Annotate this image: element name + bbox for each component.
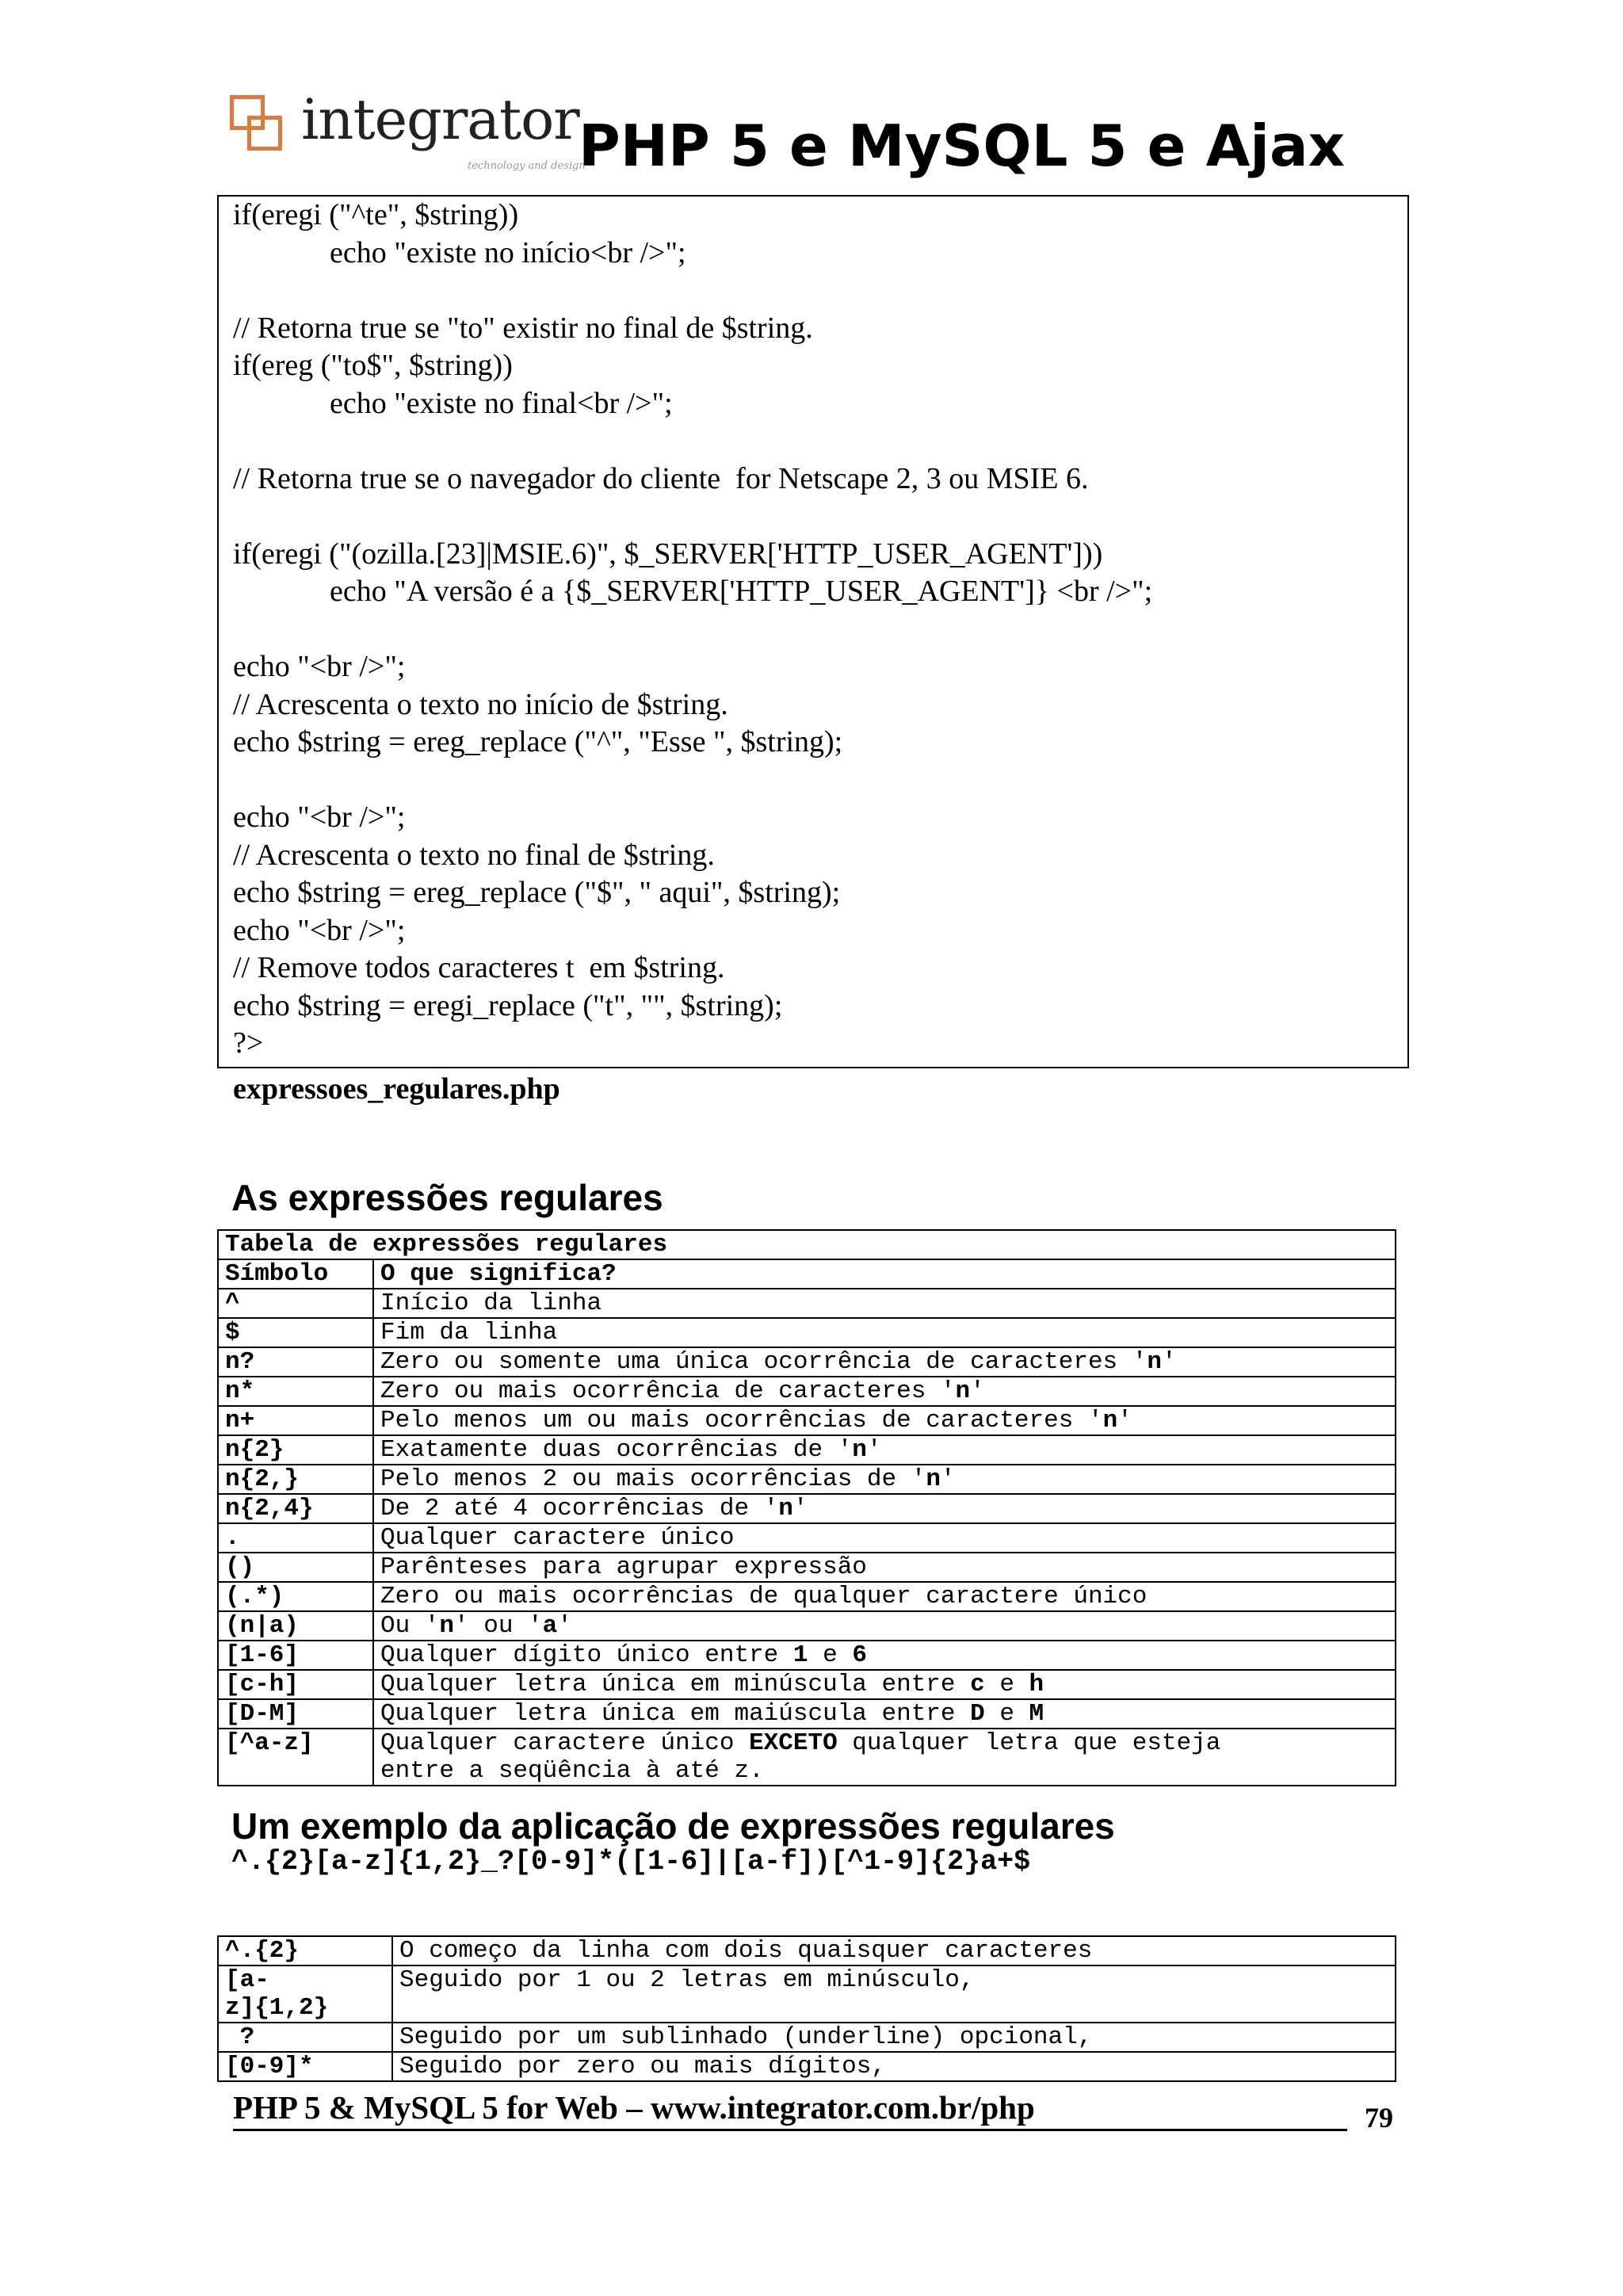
meaning-cell <box>373 1553 1396 1582</box>
meaning-text: ' <box>866 1436 882 1464</box>
symbol-cell: $ <box>218 1318 373 1347</box>
meaning-text: h <box>1029 1671 1044 1698</box>
table-row <box>218 1670 1396 1699</box>
meaning-text: Qualquer letra única em maiúscula entre <box>380 1700 971 1728</box>
meaning-cell <box>373 1289 1396 1318</box>
symbol-cell: ^ <box>218 1289 373 1318</box>
description-cell: O começo da linha com dois quaisquer caracteres <box>392 1936 1396 1966</box>
meaning-cell <box>373 1465 1396 1494</box>
meaning-text: ' <box>1161 1348 1177 1376</box>
symbol-cell: n+ <box>218 1406 373 1435</box>
table-header-row <box>218 1259 1396 1289</box>
pattern-cell: ^.{2} <box>218 1936 392 1966</box>
code-line: echo "A versão é a {$_SERVER['HTTP_USER_AGENT']} <br />"; <box>330 575 1153 608</box>
example-regex: ^.{2}[a-z]{1,2}_?[0-9]*([1-6]|[a-f])[^1-9]{2}a+$ <box>231 1846 1031 1878</box>
meaning-text: n <box>852 1436 867 1464</box>
table-row <box>218 1582 1396 1611</box>
table-caption: Tabela de expressões regulares <box>218 1230 1396 1259</box>
meaning-text: Ou ' <box>380 1612 440 1640</box>
meaning-text: Qualquer letra única em minúscula entre <box>380 1671 971 1698</box>
meaning-text: ' <box>792 1495 808 1522</box>
meaning-text: ' <box>940 1465 956 1493</box>
code-line: if(eregi ("(ozilla.[23]|MSIE.6)", $_SERVER['HTTP_USER_AGENT'])) <box>233 537 1103 571</box>
meaning-text: n <box>926 1465 941 1493</box>
logo-tagline: technology and design <box>468 160 586 172</box>
symbol-cell: n{2,} <box>218 1465 373 1494</box>
code-line: // Retorna true se "to" existir no final de $string. <box>233 311 813 345</box>
code-line: // Acrescenta o texto no início de $string. <box>233 687 728 721</box>
code-line: echo $string = eregi_replace ("t", "", $string); <box>233 988 783 1022</box>
code-line <box>233 762 1392 800</box>
meaning-text: qualquer letra que esteja entre a seqüência à até z. <box>380 1729 1221 1785</box>
meaning-text: Exatamente duas ocorrências de ' <box>380 1436 853 1464</box>
code-line: // Acrescenta o texto no final de $string. <box>233 838 715 872</box>
meaning-cell <box>373 1523 1396 1553</box>
table-row <box>218 1729 1396 1786</box>
regex-table <box>217 1229 1396 1786</box>
code-line <box>233 422 1392 460</box>
meaning-cell <box>373 1494 1396 1523</box>
meaning-text: Início da linha <box>380 1289 602 1317</box>
table-row <box>218 1553 1396 1582</box>
table-row <box>218 1377 1396 1406</box>
code-line: // Retorna true se o navegador do cliente for Netscape 2, 3 ou MSIE 6. <box>233 461 1089 495</box>
table-row <box>218 1494 1396 1523</box>
symbol-cell: () <box>218 1553 373 1582</box>
code-line: ?> <box>233 1026 264 1060</box>
section-title-regex: As expressões regulares <box>231 1177 663 1218</box>
meaning-cell <box>373 1435 1396 1465</box>
symbol-cell: n{2} <box>218 1435 373 1465</box>
code-listing <box>217 195 1409 1068</box>
table-row <box>218 1699 1396 1729</box>
meaning-text: a <box>542 1612 558 1640</box>
meaning-text: ' ou ' <box>454 1612 543 1640</box>
meaning-text: e <box>808 1641 853 1669</box>
code-line <box>233 272 1392 310</box>
meaning-text: Qualquer dígito único entre <box>380 1641 793 1669</box>
table-row <box>218 1289 1396 1318</box>
pattern-cell: ? <box>218 2023 392 2052</box>
pattern-cell: [0-9]* <box>218 2052 392 2081</box>
meaning-text: Qualquer caractere único <box>380 1524 735 1552</box>
description-cell: Seguido por 1 ou 2 letras em minúsculo, <box>392 1966 1396 2023</box>
page-number: 79 <box>1365 2102 1393 2134</box>
meaning-text: e <box>984 1671 1029 1698</box>
section-title-example: Um exemplo da aplicação de expressões regulares <box>231 1805 1115 1847</box>
symbol-cell: [c-h] <box>218 1670 373 1699</box>
symbol-cell: [^a-z] <box>218 1729 373 1786</box>
symbol-cell: [D-M] <box>218 1699 373 1729</box>
code-line: echo $string = ereg_replace ("$", " aqui", $string); <box>233 876 841 909</box>
example-table <box>217 1935 1396 2082</box>
code-line: echo "<br />"; <box>233 800 406 834</box>
page-footer: PHP 5 & MySQL 5 for Web – www.integrator.com.br/php <box>233 2086 1347 2131</box>
meaning-cell <box>373 1670 1396 1699</box>
meaning-text: Parênteses para agrupar expressão <box>380 1553 867 1581</box>
meaning-cell <box>373 1611 1396 1641</box>
code-line: echo "<br />"; <box>233 650 406 683</box>
meaning-text: e <box>984 1700 1029 1728</box>
meaning-text: Zero ou mais ocorrências de qualquer caractere único <box>380 1583 1148 1610</box>
table-row <box>218 1611 1396 1641</box>
meaning-cell <box>373 1699 1396 1729</box>
meaning-text: Zero ou somente uma única ocorrência de caracteres ' <box>380 1348 1148 1376</box>
meaning-cell <box>373 1729 1396 1786</box>
description-cell: Seguido por um sublinhado (underline) opcional, <box>392 2023 1396 2052</box>
meaning-text: Pelo menos um ou mais ocorrências de caracteres ' <box>380 1407 1103 1435</box>
code-line: echo "existe no início<br />"; <box>330 235 686 269</box>
code-line: if(ereg ("to$", $string)) <box>233 349 513 382</box>
column-header-symbol: Símbolo <box>218 1259 373 1289</box>
pattern-cell: [a- z]{1,2} <box>218 1966 392 2023</box>
symbol-cell: n? <box>218 1347 373 1377</box>
meaning-cell <box>373 1318 1396 1347</box>
meaning-text: ' <box>970 1377 985 1405</box>
meaning-text: M <box>1029 1700 1044 1728</box>
symbol-cell: . <box>218 1523 373 1553</box>
table-row <box>218 1936 1396 1966</box>
column-header-meaning: O que significa? <box>373 1259 1396 1289</box>
meaning-text: 1 <box>792 1641 808 1669</box>
table-row <box>218 1465 1396 1494</box>
code-line: echo "<br />"; <box>233 913 406 947</box>
table-row <box>218 1318 1396 1347</box>
code-line: // Remove todos caracteres t em $string. <box>233 951 725 984</box>
integrator-logo-icon <box>230 95 285 166</box>
symbol-cell: n{2,4} <box>218 1494 373 1523</box>
description-cell: Seguido por zero ou mais dígitos, <box>392 2052 1396 2081</box>
logo-text: integrator <box>301 87 579 152</box>
table-row <box>218 1523 1396 1553</box>
meaning-text: D <box>970 1700 985 1728</box>
meaning-text: n <box>778 1495 793 1522</box>
symbol-cell: [1-6] <box>218 1641 373 1670</box>
code-line: echo "existe no final<br />"; <box>330 386 673 420</box>
code-line <box>233 611 1392 649</box>
meaning-text: n <box>1147 1348 1162 1376</box>
code-line <box>233 498 1392 536</box>
meaning-text: n <box>439 1612 455 1640</box>
table-row <box>218 1406 1396 1435</box>
meaning-cell <box>373 1406 1396 1435</box>
meaning-cell <box>373 1582 1396 1611</box>
table-row <box>218 2023 1396 2052</box>
symbol-cell: n* <box>218 1377 373 1406</box>
code-line: echo $string = ereg_replace ("^", "Esse ", $string); <box>233 725 843 758</box>
meaning-text: 6 <box>852 1641 867 1669</box>
meaning-text: EXCETO <box>749 1729 838 1757</box>
meaning-cell <box>373 1377 1396 1406</box>
meaning-text: ' <box>557 1612 572 1640</box>
code-line: if(eregi ("^te", $string)) <box>233 198 519 231</box>
meaning-cell <box>373 1347 1396 1377</box>
table-row <box>218 1966 1396 2023</box>
symbol-cell: (.*) <box>218 1582 373 1611</box>
meaning-text: De 2 até 4 ocorrências de ' <box>380 1495 779 1522</box>
page-header <box>230 87 1419 190</box>
meaning-text: n <box>955 1377 971 1405</box>
meaning-text: c <box>970 1671 985 1698</box>
table-row <box>218 2052 1396 2081</box>
table-row <box>218 1347 1396 1377</box>
meaning-text: ' <box>1117 1407 1132 1435</box>
meaning-text: n <box>1102 1407 1118 1435</box>
code-filename: expressoes_regulares.php <box>233 1072 560 1106</box>
meaning-text: Qualquer caractere único <box>380 1729 750 1757</box>
meaning-text: Fim da linha <box>380 1319 558 1347</box>
table-caption-row <box>218 1230 1396 1259</box>
meaning-cell <box>373 1641 1396 1670</box>
table-row <box>218 1435 1396 1465</box>
meaning-text: Pelo menos 2 ou mais ocorrências de ' <box>380 1465 926 1493</box>
symbol-cell: (n|a) <box>218 1611 373 1641</box>
meaning-text: Zero ou mais ocorrência de caracteres ' <box>380 1377 956 1405</box>
table-row <box>218 1641 1396 1670</box>
book-title: PHP 5 e MySQL 5 e Ajax <box>579 113 1346 179</box>
